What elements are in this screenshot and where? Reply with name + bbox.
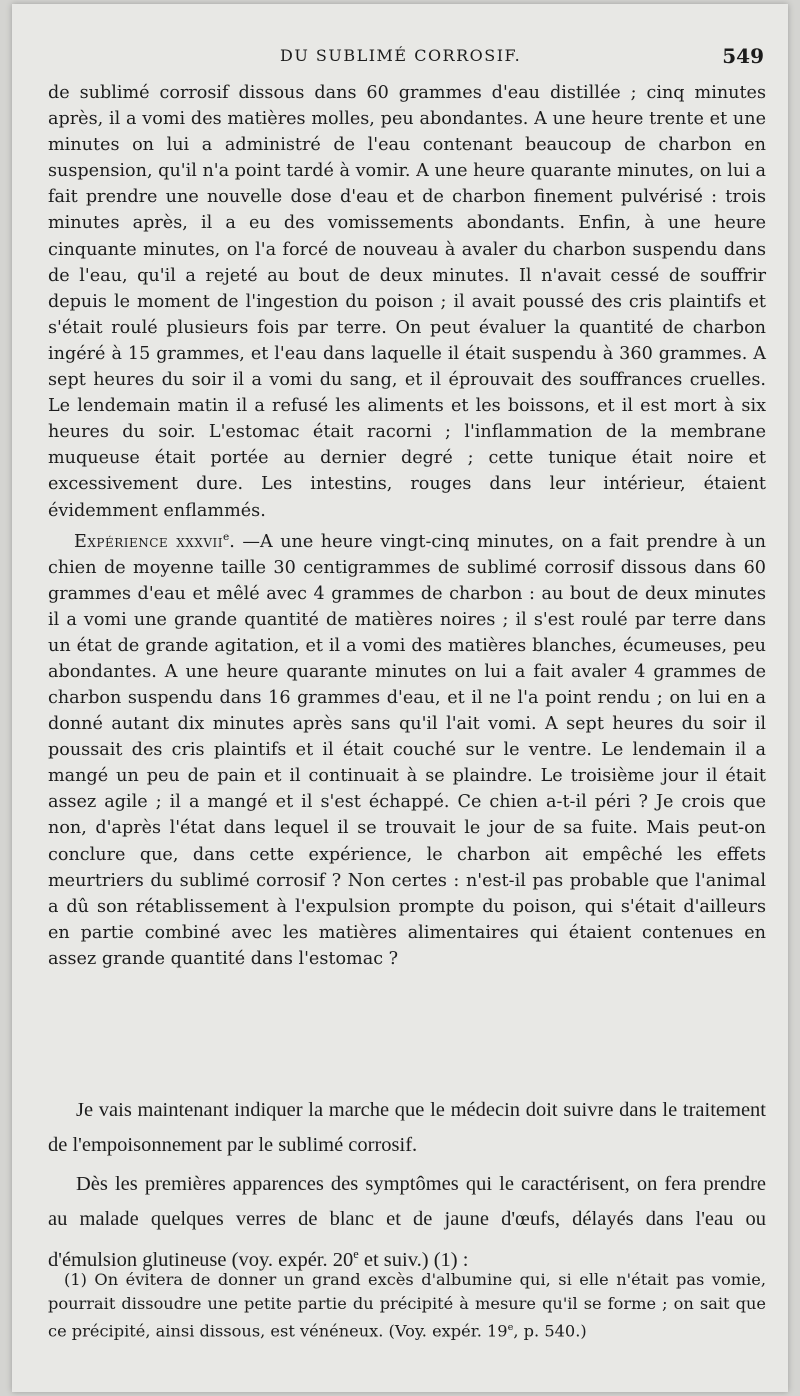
main-text: [48, 80, 766, 972]
footnote-sup: e: [507, 1322, 514, 1333]
experiment-label-sup: e: [223, 530, 230, 543]
footnote-text: [48, 1268, 766, 1343]
paragraph-treatment-intro: Je vais maintenant indiquer la marche que le médecin doit suivre dans le traitement de l'empoisonnement par le sublimé corrosif.: [48, 1099, 766, 1156]
footnote-end: , p. 540.): [513, 1321, 587, 1341]
treatment-steps-end: et suiv.) (1) :: [358, 1248, 469, 1271]
running-title: DU SUBLIMÉ CORROSIF.: [280, 46, 522, 65]
experiment-label: Expérience xxxvii: [74, 531, 223, 552]
page-header: [12, 46, 788, 76]
footnote: [48, 1268, 766, 1343]
book-page: [12, 4, 788, 1392]
experiment-text: . —A une heure vingt-cinq minutes, on a fait prendre à un chien de moyenne taille 30 centigrammes de sublimé corrosif dissous dans 60 grammes d'eau et mêlé avec 4 grammes de charbon : au bout de deux minutes il a vomi une grande quantité de matières noires ; il s'est roulé par terre dans un état de grande agitation, et il a vomi des matières blanches, écumeuses, peu abondantes. A une heure quarante minutes on lui a fait avaler 4 grammes de charbon suspendu dans 16 grammes d'eau, et il ne l'a point rendu ; on lui en a donné autant dix minutes après sans qu'il l'ait vomi. A sept heures du soir il poussait des cris plaintifs et il était couché sur le ventre. Le lendemain il a mangé un peu de pain et il continuait à se plaindre. Le troisième jour il était assez agile ; il a mangé et il s'est échappé. Ce chien a-t-il péri ? Je crois que non, d'après l'état dans lequel il se trouvait le jour de sa fuite. Mais peut-on conclure que, dans cette expérience, le charbon ait empêché les effets meurtriers du sublimé corrosif ? Non certes : n'est-il pas probable que l'animal a dû son rétablissement à l'expulsion prompte du poison, qui s'était d'ailleurs en partie combiné avec les matières alimentaires qui étaient contenues en assez grande quantité dans l'estomac ?: [48, 531, 766, 969]
treatment-steps-sup: e: [353, 1247, 359, 1261]
paragraph-experiment-37: [48, 524, 766, 972]
treatment-steps-text: Dès les premières apparences des symptômes qui le caractérisent, on fera prendre au malade quelques verres de blanc et de jaune d'œufs, délayés dans l'eau ou d'émulsion glutineuse (voy. expér. 20: [48, 1173, 766, 1271]
page-number: 549: [722, 44, 764, 68]
footnote-body: (1) On évitera de donner un grand excès d'albumine qui, si elle n'était pas vomie, pourrait dissoudre une petite partie du précipité à mesure qu'il se forme ; on sait que ce précipité, ainsi dissous, est vénéneux. (Voy. expér. 19: [48, 1270, 766, 1341]
treatment-text: [48, 1093, 766, 1278]
paragraph-treatment-steps: [48, 1167, 766, 1278]
paragraph-experiment-continued: de sublimé corrosif dissous dans 60 grammes d'eau distillée ; cinq minutes après, il a vomi des matières molles, peu abondantes. A une heure trente et une minutes on lui a administré de l'eau contenant beaucoup de charbon en suspension, qu'il n'a point tardé à vomir. A une heure quarante minutes, on lui a fait prendre une nouvelle dose d'eau et de charbon finement pulvérisé : trois minutes après, il a eu des vomissements abondants. Enfin, à une heure cinquante minutes, on l'a forcé de nouveau à avaler du charbon suspendu dans de l'eau, qu'il a rejeté au bout de deux minutes. Il n'avait cessé de souffrir depuis le moment de l'ingestion du poison ; il avait poussé des cris plaintifs et s'était roulé plusieurs fois par terre. On peut évaluer la quantité de charbon ingéré à 15 grammes, et l'eau dans laquelle il était suspendu à 360 grammes. A sept heures du soir il a vomi du sang, et il éprouvait des souffrances cruelles. Le lendemain matin il a refusé les aliments et les boissons, et il est mort à six heures du soir. L'estomac était racorni ; l'inflammation de la membrane muqueuse était portée au dernier degré ; cette tunique était noire et excessivement dure. Les intestins, rouges dans leur intérieur, étaient évidemment enflammés.: [48, 83, 766, 521]
